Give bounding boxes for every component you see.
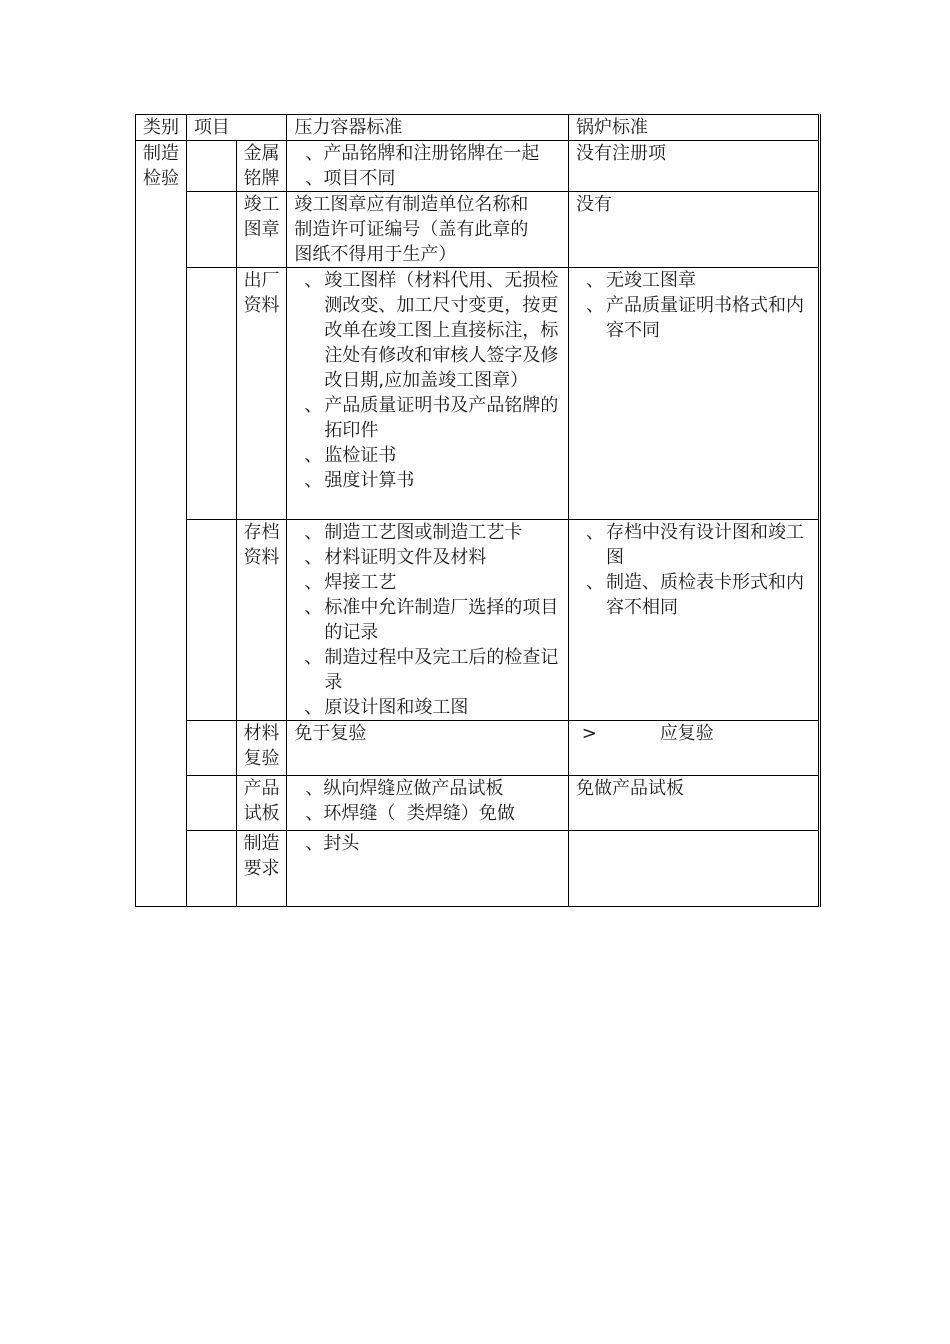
empty-cell [186,268,236,520]
bullet-mark: 、 [304,470,323,491]
boiler-cell [569,776,820,831]
sub-item-cell [236,721,287,776]
sub-item-cell [236,268,287,520]
table-row [136,776,820,831]
pv-line: 、产品铭牌和注册铭牌在一起 [305,143,540,164]
bullet-mark: 、 [304,522,323,543]
sub-item-line: 铭牌 [243,168,280,189]
list-item-text: 无竣工图章 [606,270,697,291]
list-item [294,695,568,720]
list-item-text: 制造工艺图或制造工艺卡 [324,522,523,543]
boiler-line: > 应复验 [576,723,714,744]
table-row [136,192,820,268]
list-item [294,570,568,595]
sub-item-cell [236,141,287,192]
header-item: 项目 [186,115,287,141]
pv-line: 、环焊缝（ 类焊缝）免做 [305,803,515,824]
table-row [136,831,820,907]
header-pressure-vessel: 压力容器标准 [287,115,569,141]
comparison-table [135,114,821,907]
bullet-mark: 、 [304,395,323,416]
bullet-mark: 、 [586,295,605,316]
bullet-mark: 、 [304,445,323,466]
list-item [294,595,568,645]
list-item [294,468,568,493]
bullet-mark: 、 [586,270,605,291]
pv-line: 、封头 [305,833,360,854]
list-item [294,520,568,545]
table-row [136,141,820,192]
sub-item-line: 图章 [243,219,280,240]
pv-cell [287,192,569,268]
sub-item-cell [236,192,287,268]
list-item [294,545,568,570]
list-item-text: 产品质量证明书及产品铭牌的拓印件 [324,395,559,441]
pv-cell [287,268,569,520]
bullet-mark: 、 [304,697,323,718]
sub-item-line: 产品 [243,778,280,799]
pv-line: 、项目不同 [305,168,396,189]
boiler-cell [569,721,820,776]
table-row [136,268,820,520]
empty-cell [186,141,236,192]
list-item [576,268,818,293]
sub-item-line: 出厂 [243,270,280,291]
category-line: 检验 [143,168,179,189]
boiler-cell [569,192,820,268]
list-item [576,520,818,570]
table-header-row [136,115,820,141]
pv-line: 制造许可证编号（盖有此章的 [294,219,529,240]
list-item-text: 存档中没有设计图和竣工图 [606,522,805,568]
category-cell [136,141,187,907]
empty-cell [186,831,236,907]
header-boiler: 锅炉标准 [569,115,820,141]
sub-item-line: 要求 [243,858,280,879]
category-line: 制造 [143,143,179,164]
sub-item-cell [236,776,287,831]
list-item-text: 材料证明文件及材料 [324,547,487,568]
empty-cell [186,776,236,831]
list-item [294,645,568,695]
bullet-mark: 、 [304,597,323,618]
list-item [294,443,568,468]
bullet-mark: 、 [304,647,323,668]
bullet-mark: 、 [586,572,605,593]
boiler-cell [569,141,820,192]
empty-cell [186,721,236,776]
sub-item-line: 制造 [243,833,280,854]
table-row [136,721,820,776]
bullet-mark: 、 [304,270,323,291]
empty-cell [186,520,236,721]
pv-cell [287,776,569,831]
sub-item-line: 资料 [243,295,280,316]
list-item-text: 制造过程中及完工后的检查记录 [324,647,559,693]
sub-item-line: 资料 [243,547,280,568]
list-item-text: 产品质量证明书格式和内容不同 [606,295,805,341]
pv-line: 、纵向焊缝应做产品试板 [305,778,504,799]
pv-cell [287,831,569,907]
list-item-text: 竣工图样（材料代用、无损检测改变、加工尺寸变更，按更改单在竣工图上直接标注，标注处有修改和审核人签字及修改日期,应加盖竣工图章） [324,270,559,391]
sub-item-line: 竣工 [243,194,280,215]
list-item [576,293,818,343]
sub-item-line: 试板 [243,803,280,824]
bullet-mark: 、 [304,547,323,568]
sub-item-line: 材料 [243,723,280,744]
boiler-line: 没有注册项 [576,143,667,164]
pv-cell [287,721,569,776]
list-item [294,393,568,443]
pv-cell [287,520,569,721]
sub-item-cell [236,520,287,721]
header-category: 类别 [136,115,187,141]
list-item-text: 标准中允许制造厂选择的项目的记录 [324,597,559,643]
table-row [136,520,820,721]
pv-cell [287,141,569,192]
list-item-text: 强度计算书 [324,470,415,491]
boiler-line: 免做产品试板 [576,778,685,799]
sub-item-cell [236,831,287,907]
list-item-text: 制造、质检表卡形式和内容不相同 [606,572,805,618]
empty-cell [186,192,236,268]
list-item-text: 焊接工艺 [324,572,397,593]
list-item-text: 原设计图和竣工图 [324,697,469,718]
boiler-cell [569,268,820,520]
sub-item-line: 复验 [243,748,280,769]
bullet-mark: 、 [586,522,605,543]
bullet-mark: 、 [304,572,323,593]
pv-line: 免于复验 [294,723,367,744]
list-item-text: 监检证书 [324,445,397,466]
pv-line: 图纸不得用于生产） [294,244,457,265]
boiler-line: 没有 [576,194,613,215]
sub-item-line: 存档 [243,522,280,543]
list-item [576,570,818,620]
list-item [294,268,568,393]
boiler-cell [569,831,820,907]
boiler-cell [569,520,820,721]
pv-line: 竣工图章应有制造单位名称和 [294,194,529,215]
sub-item-line: 金属 [243,143,280,164]
